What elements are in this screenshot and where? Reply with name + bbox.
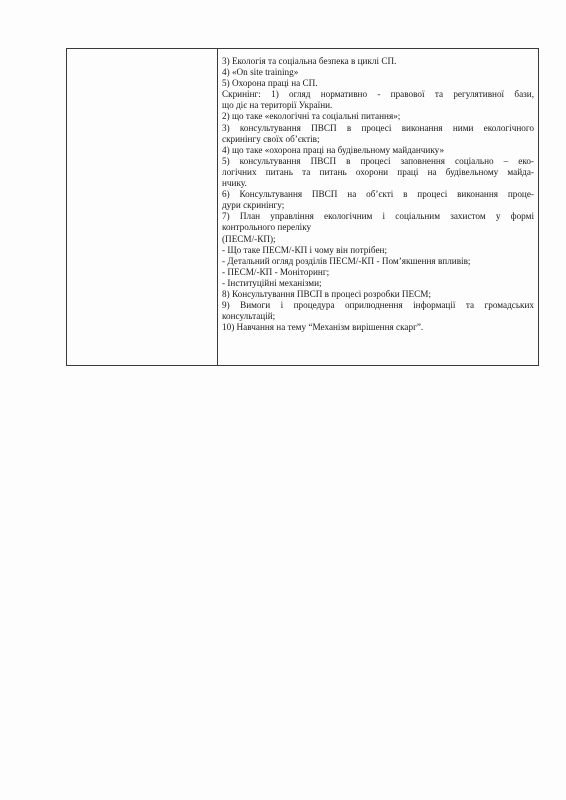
text-line: 3) Екологія та соціальна безпека в циклі СП. [222,56,397,66]
text-line: 9) Вимоги і процедура оприлюднення інформації та громадських [222,300,534,311]
text-line: 3) консультування ПВСП в процесі виконання ними екологічного [222,122,534,133]
text-line: (ПЕСМ/-КП); [222,233,276,244]
text-line: що діє на території України. [222,100,333,111]
table-right-cell [218,49,538,365]
content-table [66,48,539,366]
text-line: 6) Консультування ПВСП на об’єкті в процесі виконання проце- [222,189,534,200]
text-line: скринінгу своїх об’єктів; [222,133,320,144]
text-line: контрольного переліку [222,222,312,233]
text-line: Скринінг: 1) огляд нормативно - правової та регулятивної бази, [222,89,534,100]
text-line: 10) Навчання на тему “Механізм вирішення скарг”. [222,322,424,333]
text-line: - Інституційні механізми; [222,277,322,288]
text-line: дури скринінгу; [222,200,285,211]
text-line: консультацій; [222,311,276,322]
text-line: нчику. [222,178,247,189]
text-line: - Що таке ПЕСМ/-КП і чому він потрібен; [222,244,388,255]
text-line: 5) Охорона праці на СП. [222,78,318,89]
text-line: логічних питань та питань охорони праці на будівельному майда- [222,166,534,177]
text-line: 4) «On site training» [222,67,299,78]
text-line: - Детальний огляд розділів ПЕСМ/-КП - Пом’якшення впливів; [222,255,471,266]
text-line: - ПЕСМ/-КП - Моніторинг; [222,266,330,277]
table-left-cell [67,49,218,365]
text-line: 4) що таке «охорона праці на будівельному майданчику» [222,144,445,155]
text-line: 5) консультування ПВСП в процесі заповнення соціально – еко- [222,155,534,166]
text-line: 8) Консультування ПВСП в процесі розробки ПЕСМ; [222,288,432,299]
text-line: 2) що таке «екологічні та соціальні питання»; [222,111,401,122]
text-line: 7) План управління екологічним і соціальним захистом у формі [222,211,534,222]
